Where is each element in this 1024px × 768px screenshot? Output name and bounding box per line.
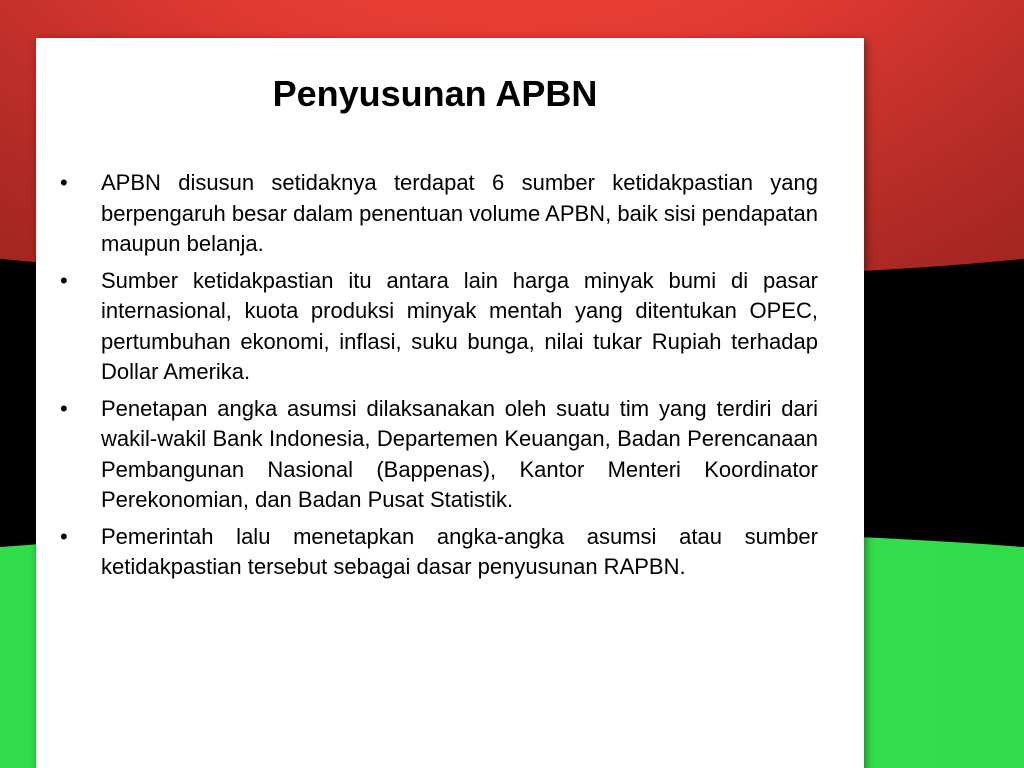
bullet-marker: • <box>60 170 68 195</box>
bullet-text: Pemerintah lalu menetapkan angka-angka asumsi atau sumber ketidakpastian tersebut sebagai dasar penyusunan RAPBN. <box>101 523 818 579</box>
bullet-item <box>56 168 818 260</box>
bullet-marker: • <box>60 395 68 421</box>
bullet-marker: • <box>60 523 68 549</box>
bullet-list <box>56 168 818 589</box>
bullet-text: Sumber ketidakpastian itu antara lain harga minyak bumi di pasar internasional, kuota produksi minyak mentah yang ditentukan OPEC, pertumbuhan ekonomi, inflasi, suku bunga, nilai tukar Rupiah terhadap Dollar Amerika. <box>101 267 818 384</box>
bullet-item <box>56 522 818 583</box>
bullet-marker: • <box>60 267 68 293</box>
slide-title: Penyusunan APBN <box>272 73 598 114</box>
bullet-text: APBN disusun setidaknya terdapat 6 sumber ketidakpastian yang berpengaruh besar dalam penentuan volume APBN, baik sisi pendapatan maupun belanja. <box>101 170 818 256</box>
bullet-item <box>56 266 818 388</box>
bullet-item <box>56 394 818 516</box>
bullet-text: Penetapan angka asumsi dilaksanakan oleh suatu tim yang terdiri dari wakil-wakil Bank Indonesia, Departemen Keuangan, Badan Perencanaan Pembangunan Nasional (Bappenas), Kantor Menteri Koordinator Perekonomian, dan Badan Pusat Statistik. <box>101 395 818 512</box>
